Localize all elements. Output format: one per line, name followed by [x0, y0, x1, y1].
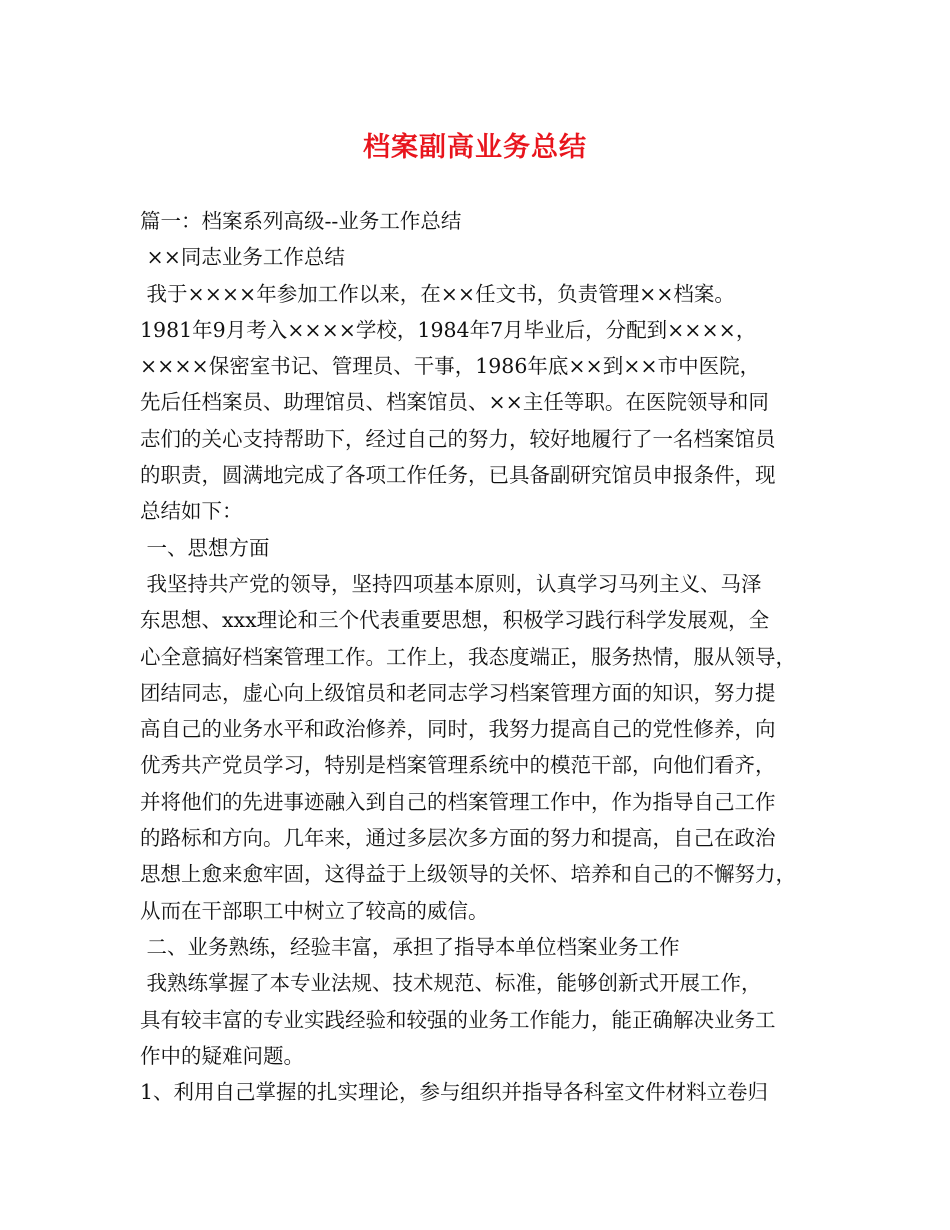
text-line: 团结同志，虚心向上级馆员和老同志学习档案管理方面的知识，努力提	[140, 680, 776, 705]
text-line: ××××保密室书记、管理员、干事，1986年底××到××市中医院，	[140, 354, 761, 379]
text-line: 心全意搞好档案管理工作。工作上，我态度端正，服务热情，服从领导，	[140, 644, 796, 669]
text-line: 从而在干部职工中树立了较高的威信。	[140, 898, 489, 923]
text-line: 优秀共产党员学习，特别是档案管理系统中的模范干部，向他们看齐，	[140, 753, 776, 778]
section-heading: 一、思想方面	[140, 535, 270, 560]
document-body	[140, 203, 830, 1110]
text-line: 1981年9月考入××××学校，1984年7月毕业后，分配到××××，	[140, 317, 757, 342]
text-line: 我熟练掌握了本专业法规、技术规范、标准，能够创新式开展工作，	[140, 971, 762, 996]
text-line: 我于××××年参加工作以来，在××任文书，负责管理××档案。	[140, 281, 735, 306]
text-line: 总结如下：	[140, 499, 243, 524]
text-line: 的职责，圆满地完成了各项工作任务，已具备副研究馆员申报条件，现	[140, 463, 776, 488]
text-line: 并将他们的先进事迹融入到自己的档案管理工作中，作为指导自己工作	[140, 789, 776, 814]
document-title: 档案副高业务总结	[363, 132, 587, 163]
text-line: 篇一：档案系列高级--业务工作总结	[140, 209, 462, 233]
section-heading: 二、业务熟练，经验丰富，承担了指导本单位档案业务工作	[140, 934, 680, 959]
text-line: 志们的关心支持帮助下，经过自己的努力，较好地履行了一名档案馆员	[140, 426, 776, 451]
list-item: 1、利用自己掌握的扎实理论，参与组织并指导各科室文件材料立卷归	[140, 1080, 769, 1105]
text-line: 东思想、xxx理论和三个代表重要思想，积极学习践行科学发展观，全	[140, 608, 770, 633]
text-line: 先后任档案员、助理馆员、档案馆员、××主任等职。在医院领导和同	[140, 390, 769, 415]
text-line: 作中的疑难问题。	[140, 1043, 304, 1068]
text-line: 我坚持共产党的领导，坚持四项基本原则，认真学习马列主义、马泽	[140, 571, 762, 596]
text-line: 思想上愈来愈牢固，这得益于上级领导的关怀、培养和自己的不懈努力，	[140, 862, 796, 887]
text-line: 具有较丰富的专业实践经验和较强的业务工作能力，能正确解决业务工	[140, 1007, 776, 1032]
text-line: ××同志业务工作总结	[140, 245, 345, 270]
text-line: 的路标和方向。几年来，通过多层次多方面的努力和提高，自己在政治	[140, 826, 776, 851]
text-line: 高自己的业务水平和政治修养，同时，我努力提高自己的党性修养，向	[140, 717, 776, 742]
